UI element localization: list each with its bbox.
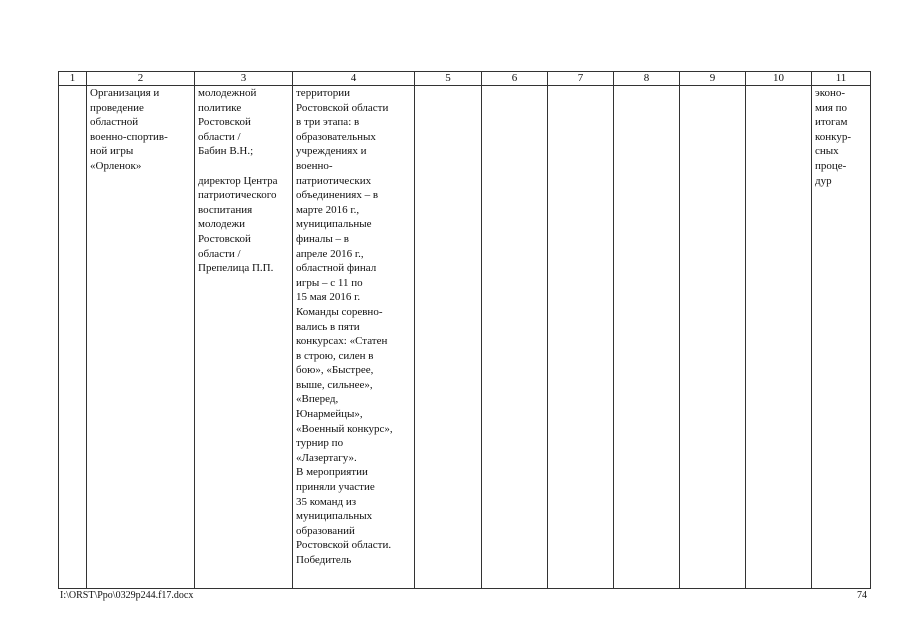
cell-col-7: [548, 86, 614, 589]
cell-col-8: [614, 86, 680, 589]
column-number-10: 10: [746, 72, 812, 86]
table-row: [59, 86, 871, 589]
column-number-2: 2: [87, 72, 195, 86]
column-number-3: 3: [195, 72, 293, 86]
column-number-8: 8: [614, 72, 680, 86]
column-number-9: 9: [680, 72, 746, 86]
cell-col-1: [59, 86, 87, 589]
cell-savings-note: эконо- мия по итогам конкур- сных проце- дур: [812, 86, 871, 589]
column-number-7: 7: [548, 72, 614, 86]
page-number: 74: [857, 590, 867, 601]
cell-col-5: [415, 86, 482, 589]
cell-col-9: [680, 86, 746, 589]
column-number-1: 1: [59, 72, 87, 86]
cell-col-10: [746, 86, 812, 589]
column-number-4: 4: [293, 72, 415, 86]
table-header-row: [59, 72, 871, 86]
column-number-11: 11: [812, 72, 871, 86]
cell-description: территории Ростовской области в три этапа: в образовательных учреждениях и военно- патриотических объединениях – в марте 2016 г., муниципальные финалы – в апреле 2016 г., областной финал игры – с 11 по 15 мая 2016 г. Команды соревно- вались в пяти конкурсах: «Статен в строю, силен в бою», «Быстрее, выше, сильнее», «Вперед, Юнармейцы», «Военный конкурс», турнир по «Лазертагу». В мероприятии приняли участие 35 команд из муниципальных образований Ростовской области. Победитель: [293, 86, 415, 589]
cell-responsible: молодежной политике Ростовской области / Бабин В.Н.; директор Центра патриотического воспитания молодежи Ростовской области / Препелица П.П.: [195, 86, 293, 589]
column-number-6: 6: [482, 72, 548, 86]
cell-col-6: [482, 86, 548, 589]
column-number-5: 5: [415, 72, 482, 86]
footer-file-path: I:\ORST\Ppo\0329p244.f17.docx: [60, 590, 194, 601]
cell-event-name: Организация и проведение областной военно-спортив- ной игры «Орленок»: [87, 86, 195, 589]
plan-table: [58, 71, 871, 589]
